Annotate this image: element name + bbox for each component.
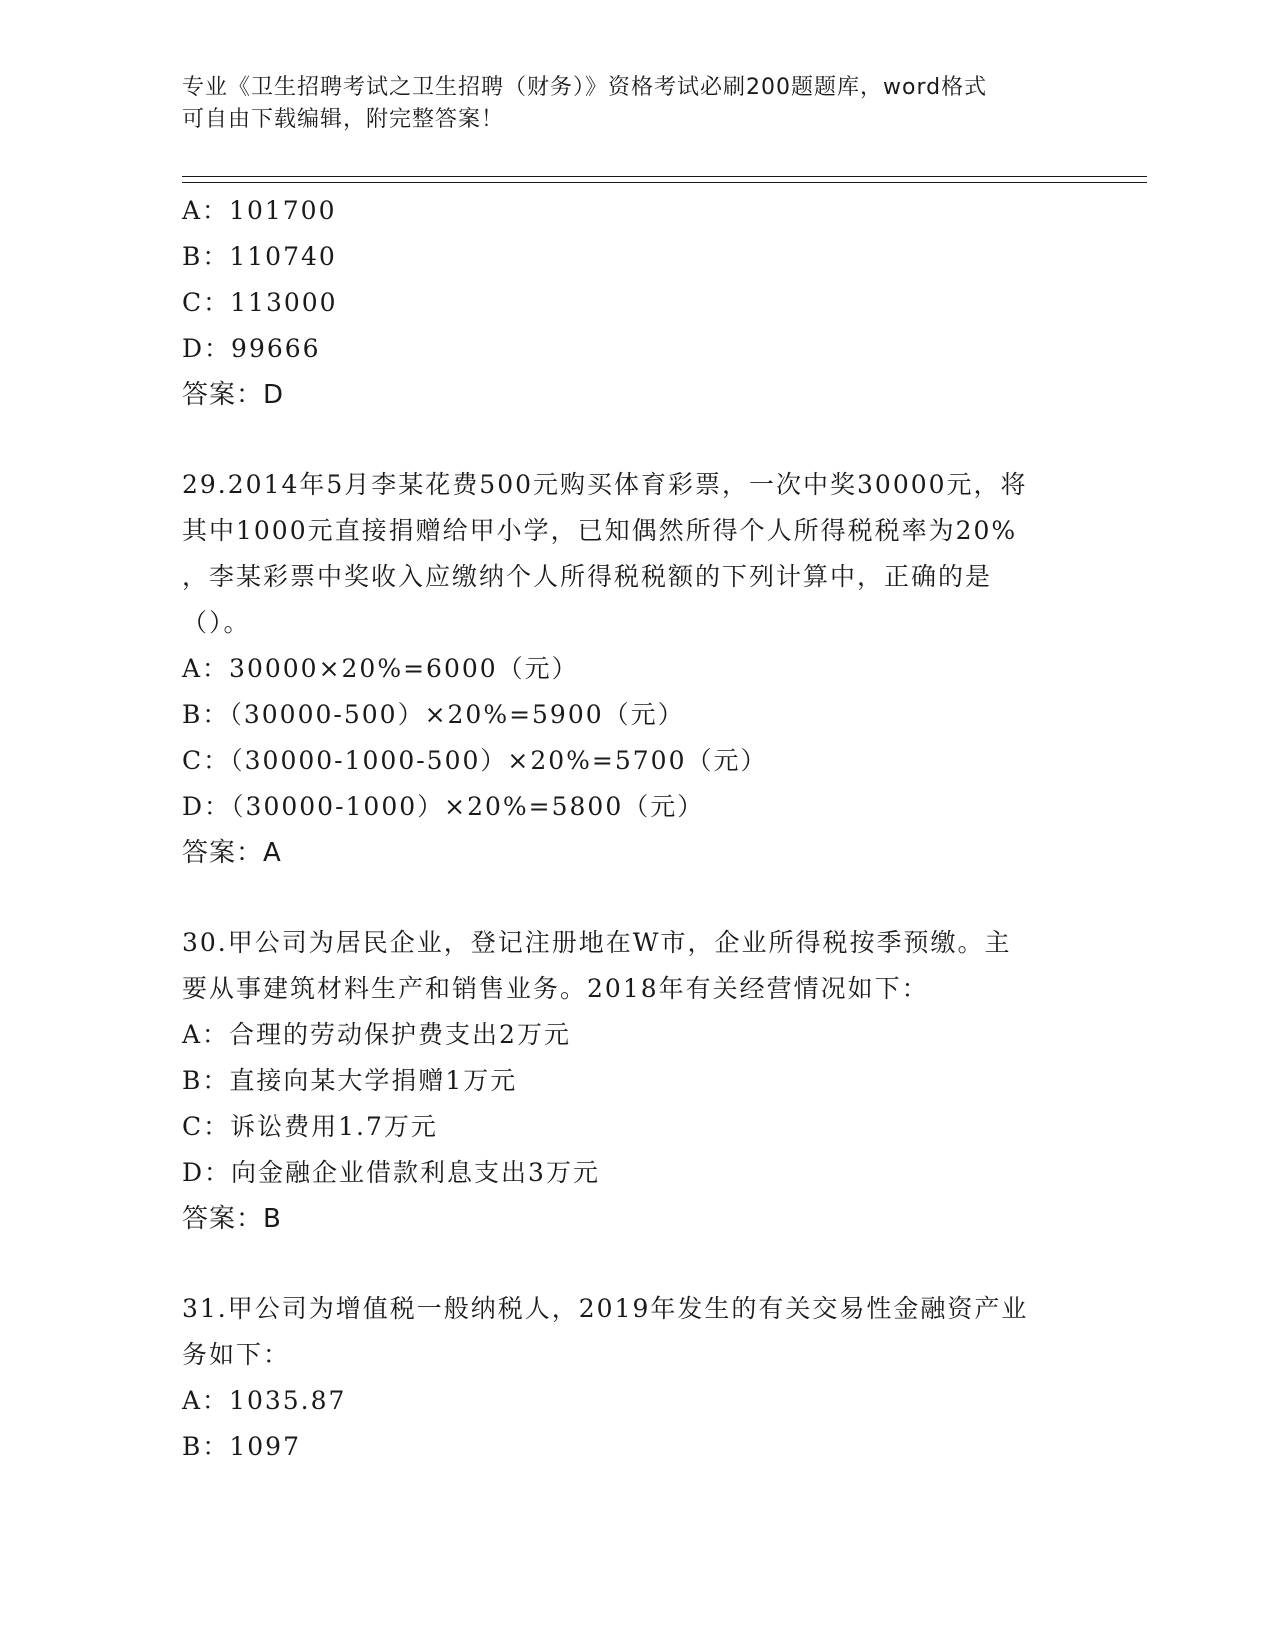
option-a: A：30000×20%=6000（元） — [182, 654, 579, 683]
document-header — [182, 72, 1042, 136]
question-text-line: 30.甲公司为居民企业，登记注册地在W市，企业所得税按季预缴。主 — [182, 928, 1012, 957]
option-a: A：101700 — [182, 196, 337, 225]
option-d: D：99666 — [182, 334, 321, 363]
option-b: B：（30000-500）×20%=5900（元） — [182, 700, 685, 729]
question-31 — [182, 1286, 1082, 1470]
header-line-1: 专业《卫生招聘考试之卫生招聘（财务）》资格考试必刷200题题库，word格式 — [182, 75, 988, 100]
question-text-line: 要从事建筑材料生产和销售业务。2018年有关经营情况如下： — [182, 974, 929, 1003]
header-divider-bottom — [182, 182, 1147, 183]
spacer — [182, 1242, 1082, 1286]
option-d: D：向金融企业借款利息支出3万元 — [182, 1158, 600, 1187]
question-text-line: ，李某彩票中奖收入应缴纳个人所得税税额的下列计算中，正确的是 — [182, 562, 993, 591]
question-30 — [182, 920, 1082, 1242]
question-29 — [182, 462, 1082, 876]
option-c: C：诉讼费用1.7万元 — [182, 1112, 438, 1141]
spacer — [182, 418, 1082, 462]
question-list — [182, 188, 1082, 1470]
header-line-2: 可自由下载编辑，附完整答案！ — [182, 107, 505, 132]
header-divider-top — [182, 176, 1147, 177]
option-a: A：1035.87 — [182, 1386, 347, 1415]
option-d: D：（30000-1000）×20%=5800（元） — [182, 792, 705, 821]
question-text-line: 务如下： — [182, 1340, 291, 1369]
question-text-line: （）。 — [182, 608, 251, 637]
spacer — [182, 876, 1082, 920]
question-text-line: 31.甲公司为增值税一般纳税人，2019年发生的有关交易性金融资产业 — [182, 1294, 1029, 1323]
answer: 答案：A — [182, 838, 282, 868]
option-b: B：直接向某大学捐赠1万元 — [182, 1066, 518, 1095]
option-c: C：113000 — [182, 288, 338, 317]
option-c: C：（30000-1000-500）×20%=5700（元） — [182, 746, 768, 775]
answer: 答案：B — [182, 1204, 282, 1234]
question-previous — [182, 188, 1082, 418]
option-b: B：1097 — [182, 1432, 301, 1461]
option-a: A：合理的劳动保护费支出2万元 — [182, 1020, 571, 1049]
answer: 答案：D — [182, 380, 285, 410]
question-text-line: 其中1000元直接捐赠给甲小学，已知偶然所得个人所得税税率为20% — [182, 516, 1018, 545]
question-text-line: 29.2014年5月李某花费500元购买体育彩票，一次中奖30000元，将 — [182, 470, 1028, 499]
option-b: B：110740 — [182, 242, 337, 271]
